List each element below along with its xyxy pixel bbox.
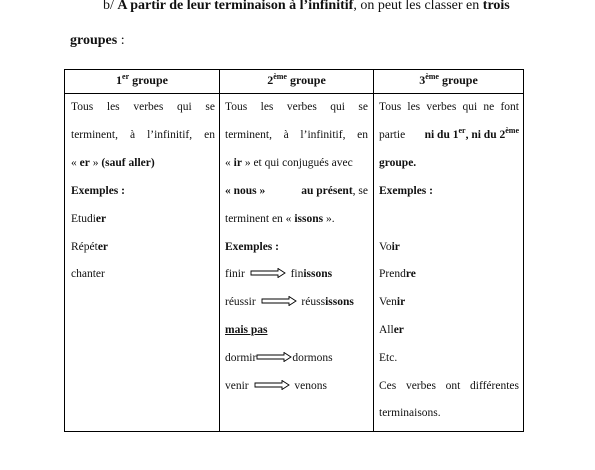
intro-prefix: b/ <box>103 0 118 13</box>
intro-line-2 <box>70 33 125 49</box>
arrow-right-icon <box>261 296 297 306</box>
text-line: « er » (sauf aller) <box>71 157 155 169</box>
text-line: Ces verbes ont différentes <box>379 380 519 392</box>
cell-group-3 <box>379 70 519 430</box>
intro-bold-trois: trois <box>482 0 510 13</box>
header-group-3: 3ème groupe <box>419 72 478 87</box>
verb-groups-table <box>64 69 524 432</box>
example-verb: Voir <box>379 241 400 253</box>
conjugation-row: réussir réussissons <box>225 296 354 308</box>
intro-middle: , on peut les classer en <box>353 0 483 13</box>
example-verb: Aller <box>379 324 404 336</box>
intro-suffix: : <box>117 33 125 48</box>
examples-label: Exemples : <box>71 185 125 197</box>
text-line: « ir » et qui conjugués avec <box>225 157 353 169</box>
intro-bold-groupes: groupes <box>70 33 118 48</box>
conjugation-row: finir finissons <box>225 268 333 280</box>
example-verb: Prendre <box>379 268 416 280</box>
conjugation-row: venir venons <box>225 380 327 392</box>
text-line: terminent, à l’infinitif, en <box>225 129 368 141</box>
text-line: partie ni du 1er, ni du 2ème <box>379 126 519 141</box>
text-line: « nous » au présent, se <box>225 185 368 197</box>
etc-text: Etc. <box>379 352 398 364</box>
text-line: terminaisons. <box>379 407 441 419</box>
example-verb: chanter <box>71 268 105 280</box>
example-verb: Etudier <box>71 213 107 225</box>
text-line: terminent en « issons ». <box>225 213 335 225</box>
text-line: groupe. <box>379 157 417 169</box>
column-divider <box>373 70 374 431</box>
example-verb: Répéter <box>71 241 109 253</box>
header-group-1: 1er groupe <box>116 72 168 87</box>
header-group-2: 2ème groupe <box>267 72 326 87</box>
mais-pas-label: mais pas <box>225 324 268 336</box>
conjugation-row: dormir dormons <box>225 352 333 364</box>
column-divider <box>219 70 220 431</box>
text-line: terminent, à l’infinitif, en <box>71 129 215 141</box>
text-line: Tous les verbes qui se <box>71 101 215 113</box>
arrow-right-icon <box>254 380 290 390</box>
arrow-right-icon <box>256 352 292 362</box>
cell-group-2 <box>225 70 368 430</box>
intro-bold-heading: A partir de leur terminaison à l’infinitif <box>117 0 354 13</box>
text-line: Tous les verbes qui se <box>225 101 368 113</box>
cell-group-1 <box>71 70 215 430</box>
examples-label: Exemples : <box>225 241 279 253</box>
examples-label: Exemples : <box>379 185 433 197</box>
example-verb: Venir <box>379 296 406 308</box>
text-line: Tous les verbes qui ne font <box>379 101 519 113</box>
arrow-right-icon <box>250 268 286 278</box>
intro-line-1 <box>103 0 510 14</box>
